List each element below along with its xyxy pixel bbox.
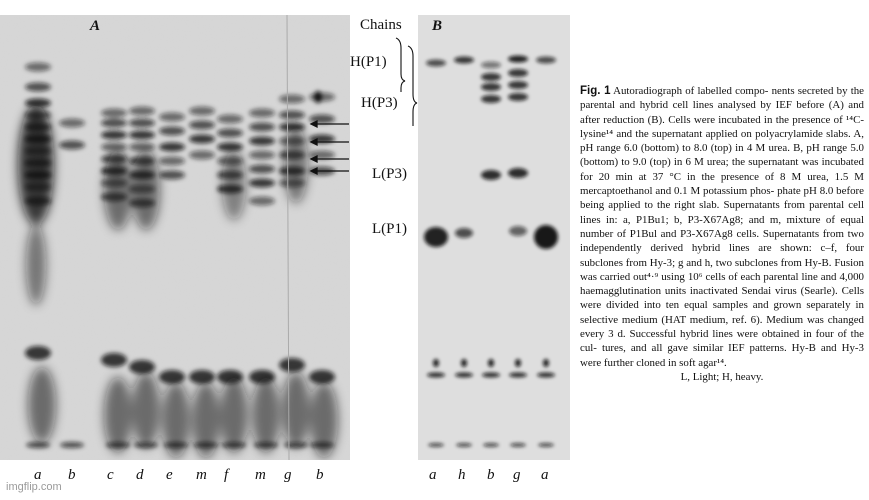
caption-line: presence of ¹⁴C-lysine¹⁴ and the supernatant	[580, 113, 864, 140]
caption-line: phate pH 8.0 before being applied to the right	[580, 185, 864, 212]
lane-label-a: g	[284, 467, 292, 483]
caption-line: applied on polyacrylamide slabs. A, pH range	[580, 127, 864, 155]
caption-line: reduction (B). Cells were incubated in the	[603, 113, 789, 126]
lane-label-a: a	[34, 467, 42, 483]
caption-line: 10⁶ cells of each parental line and 4,000	[687, 270, 864, 283]
lane-label-a: m	[255, 467, 266, 483]
watermark-text: imgflip.com	[6, 481, 62, 493]
lane-label-a: c	[107, 467, 114, 483]
caption-line: slab. Supernatants from parental cell lines	[580, 199, 864, 226]
lane-label-a: e	[166, 467, 173, 483]
caption-line: Medium was changed every 3 d. Successful	[580, 313, 864, 341]
caption-line: subclones from Hy-3; g and h, two subclones	[580, 256, 778, 269]
lane-label-a: f	[224, 467, 229, 483]
caption-line: from Hy-B. Fusion was carried out⁴·⁹ using	[580, 256, 864, 283]
lane-label-a: b	[68, 467, 76, 483]
caption-line: the supernatant was incubated for 20 min at	[580, 156, 864, 183]
chain-label-lp3: L(P3)	[372, 166, 407, 182]
caption-line: in: a, P1Bu1; b, P3-X67Ag8; and m, mixture	[606, 213, 821, 226]
lane-label-a: m	[196, 467, 207, 483]
caption-line: virus (Searle). Cells were divided into ten	[580, 285, 864, 312]
lane-label-b: g	[513, 467, 521, 483]
gel-image-b	[418, 15, 570, 460]
caption-line: cells. Supernatants from two independently	[580, 227, 864, 255]
lane-label-b: a	[541, 467, 549, 483]
panel-label-a: A	[90, 18, 101, 34]
lane-label-a: d	[136, 467, 144, 483]
caption-line: of equal number of P1Bul and P3-X67Ag8	[580, 213, 864, 240]
caption-line: selective medium (HAT medium, ref. 6).	[580, 313, 763, 326]
caption-footnote: L, Light; H, heavy.	[680, 370, 764, 383]
caption-line: 37 °C in the presence of 8 M urea, 1.5 M	[652, 170, 864, 183]
lane-label-a: b	[316, 467, 324, 483]
caption-line: derived hybrid lines are shown: c–f, four	[650, 242, 864, 255]
caption-line: mercaptoethanol and 0.1 M potassium phos-	[580, 185, 775, 198]
caption-line: range 5.0 (bottom) to 9.0 (top) in 6 M urea;	[580, 142, 864, 169]
chains-heading: Chains	[360, 17, 402, 33]
caption-line: hybrid lines were obtained in four of the cul-	[580, 328, 864, 355]
caption-text	[580, 85, 864, 369]
lane-label-b: h	[458, 467, 466, 483]
chain-label-hp1: H(P1)	[350, 54, 387, 70]
chain-label-hp3: H(P3)	[361, 95, 398, 111]
figure-number: Fig. 1	[580, 85, 611, 97]
caption-line: haemagglutination units inactivated Sendai	[580, 285, 772, 298]
caption-line: 6.0 (bottom) to 8.0 (top) in 4 M urea. B, pH	[623, 142, 820, 155]
caption-line: equal samples and grown separately in	[684, 299, 864, 312]
caption-line: lines analysed by IEF before (A) and after	[580, 99, 864, 126]
panel-label-b: B	[432, 18, 443, 34]
lane-label-b: b	[487, 467, 495, 483]
chain-label-lp1: L(P1)	[372, 221, 407, 237]
caption-line: tures, and all gave similar IEF patterns. Hy-B	[601, 342, 816, 355]
caption-line: Autoradiograph of labelled compo-	[613, 85, 769, 97]
caption-line: nents secreted by the parental and hybrid cell	[580, 85, 864, 112]
gel-image-a	[0, 15, 350, 460]
figure-caption	[580, 84, 864, 384]
caption-line: and Hy-3 were further cloned in soft agar¹⁴.	[580, 342, 864, 369]
band-arrows	[305, 110, 351, 190]
lane-label-b: a	[429, 467, 437, 483]
